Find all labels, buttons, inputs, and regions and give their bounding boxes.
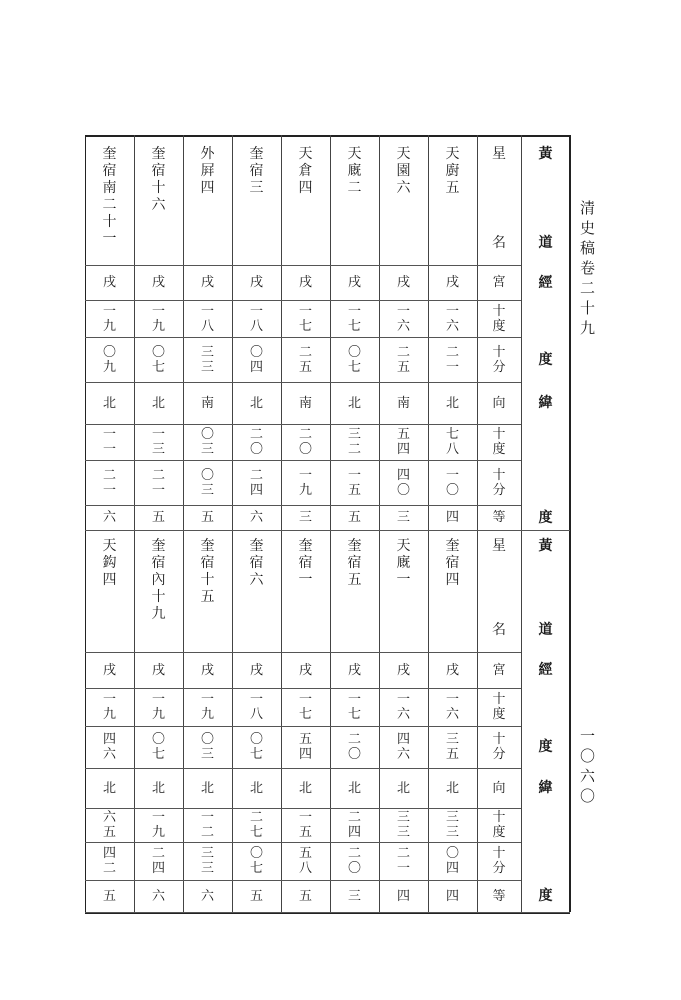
star-value: 三 三 [200,344,214,375]
star-name: 奎 宿 南 二 十 一 [102,146,117,247]
star-value: 一 七 [298,303,312,334]
star-value: 一 八 [249,692,263,722]
header-label: 經 [538,274,553,291]
star-value: 北 [102,780,116,796]
star-value: 戌 [249,275,263,290]
column-label: 等 [492,888,506,904]
star-value: 北 [396,780,410,796]
star-value: 北 [347,780,361,796]
column-label: 十 分 [492,467,506,498]
star-value: 北 [249,780,263,796]
header-label: 度 [538,509,553,526]
star-value: 北 [151,780,165,796]
star-value: 〇 三 [200,467,214,498]
star-value: 戌 [200,662,214,678]
star-value: 六 [249,510,263,525]
star-value: 二 一 [445,344,459,375]
star-value: 五 [151,510,165,525]
header-label: 緯 [538,780,553,796]
star-value: 五 [298,888,312,904]
column-label: 十 度 [492,303,506,334]
star-value: 七 八 [445,427,459,457]
star-value: 南 [396,395,410,411]
star-value: 〇 七 [249,732,263,762]
header-label: 度 [538,351,553,368]
star-value: 二 七 [249,810,263,840]
star-value: 一 六 [445,692,459,722]
star-name: 天 廐 二 [347,146,362,196]
star-value: 五 四 [396,427,410,457]
column-label: 十 分 [492,344,506,375]
column-label: 十 度 [492,427,506,457]
star-value: 五 [249,888,263,904]
star-value: 北 [445,395,459,411]
star-value: 戌 [298,275,312,290]
star-value: 二 四 [151,846,165,876]
star-value: 三 五 [445,732,459,762]
star-value: 一 五 [298,810,312,840]
star-value: 〇 四 [445,846,459,876]
header-label: 黃 [538,538,553,554]
star-value: 四 六 [102,732,116,762]
star-name: 奎 宿 六 [249,538,264,588]
star-value: 一 九 [102,303,116,334]
star-value: 戌 [396,275,410,290]
star-name: 天 鈎 四 [102,538,117,588]
star-value: 六 [151,888,165,904]
star-value: 戌 [347,662,361,678]
star-value: 五 [102,888,116,904]
label-star: 星 [492,146,506,162]
header-label: 度 [538,888,553,904]
star-value: 一 八 [249,303,263,334]
star-value: 戌 [200,275,214,290]
section-rule [85,912,570,913]
star-value: 四 二 [102,846,116,876]
star-value: 一 六 [396,303,410,334]
star-name: 奎 宿 十 六 [151,146,166,213]
star-value: 二 〇 [298,427,312,457]
star-value: 〇 七 [151,732,165,762]
star-value: 一 六 [445,303,459,334]
star-value: 三 三 [396,810,410,840]
column-label: 十 分 [492,846,506,876]
star-value: 一 一 [102,427,116,457]
star-value: 戌 [396,662,410,678]
star-value: 三 [298,510,312,525]
star-value: 四 六 [396,732,410,762]
star-name: 奎 宿 內 十 九 [151,538,166,622]
star-value: 二 五 [298,344,312,375]
header-label: 緯 [538,395,553,411]
star-value: 戌 [151,275,165,290]
star-name: 奎 宿 一 [298,538,313,588]
star-name: 奎 宿 三 [249,146,264,196]
star-name: 天 廚 五 [445,146,460,196]
star-value: 〇 七 [249,846,263,876]
star-value: 三 [347,888,361,904]
star-value: 三 三 [445,810,459,840]
column-label: 宮 [492,662,506,678]
star-value: 四 [396,888,410,904]
star-value: 二 四 [347,810,361,840]
column-label: 等 [492,510,506,525]
star-value: 二 〇 [347,732,361,762]
star-name: 奎 宿 四 [445,538,460,588]
star-value: 一 三 [151,427,165,457]
star-value: 一 九 [298,467,312,498]
star-value: 戌 [347,275,361,290]
star-value: 〇 四 [249,344,263,375]
star-value: 戌 [445,662,459,678]
star-value: 三 [396,510,410,525]
star-value: 一 八 [200,303,214,334]
star-value: 一 七 [298,692,312,722]
label-name: 名 [492,622,506,638]
star-value: 二 〇 [347,846,361,876]
star-value: 一 五 [347,467,361,498]
star-value: 六 [200,888,214,904]
star-name: 外 屛 四 [200,146,215,196]
star-value: 二 一 [151,467,165,498]
star-value: 戌 [298,662,312,678]
star-value: 一 九 [151,810,165,840]
page-number: 一 〇 六 〇 [580,727,596,805]
star-value: 六 五 [102,810,116,840]
star-value: 北 [151,395,165,411]
table-top-border [85,135,570,137]
star-value: 三 三 [200,846,214,876]
star-value: 一 二 [200,810,214,840]
label-name: 名 [492,235,506,251]
column-label: 向 [492,395,506,411]
star-value: 四 [445,888,459,904]
star-value: 五 [347,510,361,525]
star-value: 三 二 [347,427,361,457]
header-label: 道 [538,622,553,638]
star-value: 北 [298,780,312,796]
star-value: 一 九 [151,692,165,722]
star-value: 二 五 [396,344,410,375]
star-value: 四 [445,510,459,525]
header-label: 道 [538,235,553,251]
star-value: 二 一 [102,467,116,498]
star-value: 南 [298,395,312,411]
star-name: 奎 宿 十 五 [200,538,215,605]
star-value: 北 [200,780,214,796]
star-value: 一 七 [347,692,361,722]
star-value: 四 〇 [396,467,410,498]
star-value: 〇 三 [200,427,214,457]
star-value: 五 八 [298,846,312,876]
column-label: 宮 [492,275,506,290]
header-label: 黃 [538,146,553,162]
star-value: 〇 九 [102,344,116,375]
star-value: 北 [445,780,459,796]
star-value: 二 〇 [249,427,263,457]
star-value: 一 〇 [445,467,459,498]
star-value: 一 九 [151,303,165,334]
star-name: 奎 宿 五 [347,538,362,588]
star-value: 〇 七 [347,344,361,375]
column-label: 十 度 [492,692,506,722]
star-value: 一 九 [200,692,214,722]
star-value: 戌 [151,662,165,678]
star-value: 南 [200,395,214,411]
star-value: 一 七 [347,303,361,334]
star-value: 五 [200,510,214,525]
star-value: 六 [102,510,116,525]
star-value: 北 [102,395,116,411]
star-value: 二 一 [396,846,410,876]
running-head: 清 史 稿 卷 二 十 九 [580,199,596,337]
column-label: 十 分 [492,732,506,762]
star-value: 戌 [102,275,116,290]
header-label: 經 [538,662,553,678]
star-value: 〇 七 [151,344,165,375]
label-star: 星 [492,538,506,554]
star-name: 天 倉 四 [298,146,313,196]
column-label: 十 度 [492,810,506,840]
star-value: 北 [249,395,263,411]
star-value: 〇 三 [200,732,214,762]
star-name: 天 園 六 [396,146,411,196]
header-label: 度 [538,739,553,755]
star-value: 五 四 [298,732,312,762]
star-value: 二 四 [249,467,263,498]
column-label: 向 [492,780,506,796]
star-value: 戌 [249,662,263,678]
star-value: 一 六 [396,692,410,722]
star-value: 北 [347,395,361,411]
star-name: 天 廐 一 [396,538,411,588]
section-rule [85,530,570,531]
star-value: 一 九 [102,692,116,722]
star-value: 戌 [102,662,116,678]
star-value: 戌 [445,275,459,290]
